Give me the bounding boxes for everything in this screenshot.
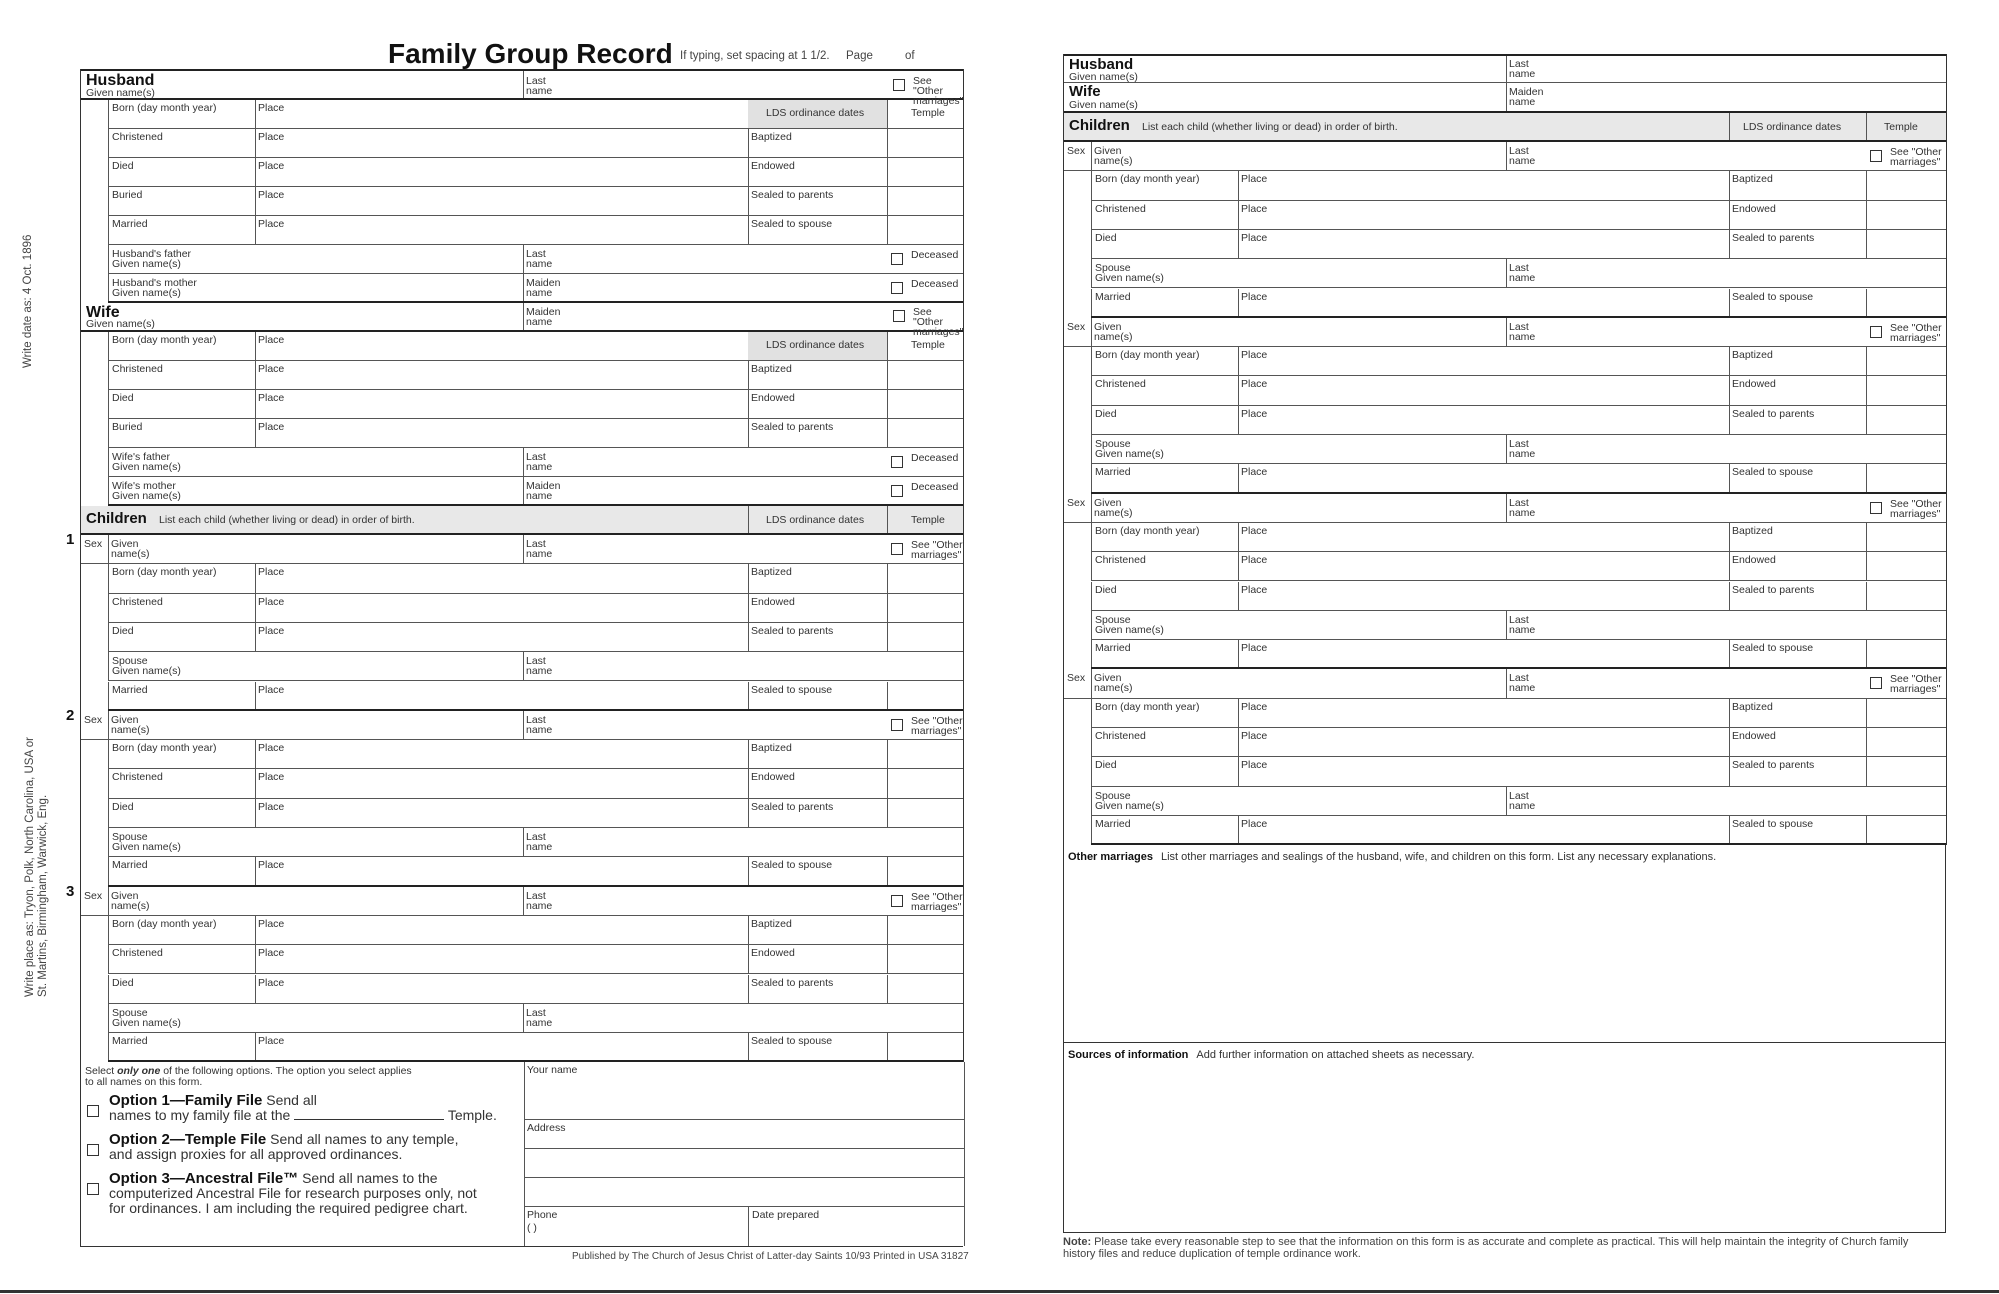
last-name-label: Maiden name: [526, 480, 561, 502]
last-name-label: Last name: [526, 248, 553, 270]
last-name-label: Last name: [526, 713, 553, 736]
date-format-note: Write date as: 4 Oct. 1896: [22, 234, 34, 368]
event-label: Christened: [1095, 730, 1146, 742]
deceased-label: Deceased: [911, 481, 959, 493]
ordinance-label: Baptized: [751, 742, 792, 755]
ordinance-label: Sealed to parents: [751, 976, 834, 989]
last-name-label: Last name: [526, 655, 553, 678]
spouse-label: Spouse Given name(s): [1095, 613, 1164, 636]
child-number: 2: [66, 706, 75, 724]
of-label: of: [905, 50, 915, 62]
see-other-marriages-label: See "Other marriages": [913, 306, 964, 338]
given-name-label: Given name(s): [1094, 496, 1133, 519]
event-label: Married: [1095, 817, 1131, 830]
see-other-marriages-label: See "Other marriages": [911, 539, 963, 561]
given-name-label: Given name(s): [111, 538, 150, 560]
place-label: Place: [1241, 642, 1268, 655]
lds-header-label: LDS ordinance dates: [766, 339, 865, 351]
other-marriages-text: List other marriages and sealings of the husband, wife, and children on this form. List any necessary explanations.: [1160, 851, 1717, 864]
temple-header-label: Temple: [911, 107, 945, 119]
event-label: Died: [1095, 231, 1117, 244]
options-intro: [85, 1066, 412, 1088]
lds-header-label: LDS ordinance dates: [766, 107, 865, 119]
event-label: Born (day month year): [1095, 349, 1200, 362]
given-name-label: Given name(s): [111, 713, 150, 736]
option-1-temple: Temple.: [444, 1107, 497, 1124]
date-prepared-field[interactable]: [749, 1207, 964, 1246]
temple-header-label: Temple: [911, 339, 945, 351]
deceased-label: Deceased: [911, 249, 959, 261]
given-name-label: Given name(s): [1094, 320, 1133, 343]
parent-label: Husband's mother Given name(s): [112, 277, 197, 299]
options-section: [80, 1062, 963, 1247]
event-label: Married: [112, 859, 148, 872]
phone-label: Phone: [527, 1209, 558, 1222]
spouse-label: Spouse Given name(s): [1095, 262, 1164, 285]
place-label: Place: [258, 1035, 285, 1048]
spouse-label: Spouse Given name(s): [1095, 789, 1164, 812]
ordinance-label: Baptized: [751, 566, 792, 579]
ordinance-label: Endowed: [751, 947, 795, 960]
ordinance-label: Baptized: [1732, 349, 1773, 362]
place-label: Place: [1241, 730, 1268, 742]
note-text: Please take every reasonable step to see that the information on this form is as accurate and complete as practical. This will help maintain the integrity of Church family history files and reduce duplication of temple ordinance work.: [1063, 1236, 1909, 1260]
see-other-marriages-label: See "Other marriages": [1890, 497, 1942, 520]
event-label: Died: [112, 392, 134, 404]
event-label: Born (day month year): [1095, 700, 1200, 713]
intro-a: Select: [85, 1065, 118, 1078]
event-label: Christened: [1095, 554, 1146, 567]
place-label: Place: [258, 131, 285, 143]
given-name-label: Given name(s): [1094, 672, 1133, 695]
spouse-label: Spouse Given name(s): [112, 831, 181, 853]
date-prepared-label: Date prepared: [752, 1209, 820, 1222]
maiden-name-label: Maiden name: [1509, 86, 1544, 108]
last-name-label: Last name: [526, 451, 553, 473]
ordinance-label: Sealed to spouse: [751, 1035, 833, 1048]
place-label: Place: [258, 742, 285, 755]
option-1-text: [109, 1093, 529, 1123]
spouse-label: Spouse Given name(s): [112, 655, 181, 678]
spouse-label: Spouse Given name(s): [1095, 438, 1164, 460]
published-by: Published by The Church of Jesus Christ of Latter-day Saints 10/93 Printed in USA 31827: [572, 1251, 969, 1262]
event-label: Died: [1095, 759, 1117, 772]
option-2-title: Option 2—Temple File: [109, 1131, 267, 1149]
children-header: Children: [86, 510, 147, 527]
place-label: Place: [1241, 290, 1268, 303]
ordinance-label: Endowed: [1732, 378, 1776, 391]
sources-box[interactable]: [1063, 1043, 1946, 1233]
husband-header: Husband: [1069, 56, 1134, 73]
place-label: Place: [258, 624, 285, 637]
place-format-note: Write place as: Tryon, Polk, North Carolina, USA or St. Martins, Birmingham, Warwick, Eng.: [24, 737, 49, 997]
place-label: Place: [258, 363, 285, 375]
place-label: Place: [1241, 524, 1268, 537]
see-other-marriages-label: See "Other marriages": [913, 75, 964, 107]
event-label: Born (day month year): [112, 334, 217, 346]
given-name-label: Given name(s): [1069, 71, 1138, 83]
event-label: Married: [112, 218, 148, 230]
given-name-label: Given name(s): [111, 889, 150, 912]
event-label: Christened: [112, 771, 163, 784]
intro-b: only one: [117, 1065, 161, 1078]
place-label: Place: [1241, 231, 1268, 244]
ordinance-label: Endowed: [751, 771, 795, 784]
ordinance-label: Sealed to spouse: [1732, 466, 1814, 479]
ordinance-label: Baptized: [1732, 524, 1773, 537]
place-label: Place: [258, 421, 285, 433]
left-table-frame: [80, 69, 964, 1062]
option-2-desc: Send all names to any temple, and assign proxies for all approved ordinances.: [109, 1131, 459, 1163]
ordinance-label: Sealed to spouse: [1732, 642, 1814, 655]
address-field[interactable]: [524, 1120, 964, 1149]
last-name-label: Last name: [1509, 613, 1536, 636]
last-name-label: Last name: [1509, 672, 1536, 695]
event-label: Christened: [112, 595, 163, 608]
option-3-desc: Send all names to the computerized Ancestral File for research purposes only, not for ordinances. I am including the required pedigree chart.: [109, 1170, 477, 1217]
place-label: Place: [258, 976, 285, 989]
place-label: Place: [1241, 466, 1268, 479]
lds-header-label: LDS ordinance dates: [766, 514, 865, 526]
ordinance-label: Sealed to spouse: [1732, 290, 1814, 303]
temple-blank[interactable]: [294, 1109, 444, 1120]
form-title: Family Group Record: [388, 38, 673, 69]
right-table-frame: [1063, 54, 1947, 845]
deceased-label: Deceased: [911, 452, 959, 464]
last-name-label: Last name: [1509, 438, 1536, 460]
children-header: Children: [1069, 117, 1130, 134]
see-other-marriages-label: See "Other marriages": [911, 890, 963, 913]
wife-header: Wife: [86, 304, 120, 321]
ordinance-label: Sealed to parents: [1732, 759, 1815, 772]
child-number: 1: [66, 531, 75, 548]
other-marriages-heading: [1068, 851, 1716, 863]
event-label: Died: [1095, 583, 1117, 596]
your-name-field[interactable]: [524, 1062, 964, 1120]
event-label: Died: [112, 800, 134, 813]
option-2-text: [109, 1132, 529, 1162]
left-page: [66, 69, 964, 1247]
ordinance-label: Endowed: [1732, 554, 1776, 567]
place-label: Place: [1241, 407, 1268, 420]
intro-c: of the following options. The option you select applies to all names on this form.: [85, 1065, 412, 1089]
footer-note: [1063, 1236, 1963, 1260]
given-name-label: Given name(s): [1094, 145, 1133, 167]
wife-header: Wife: [1069, 83, 1101, 100]
sex-label: Sex: [84, 889, 103, 902]
ordinance-label: Sealed to spouse: [751, 859, 833, 872]
place-label: Place: [258, 160, 285, 172]
place-label: Place: [258, 800, 285, 813]
ordinance-label: Sealed to parents: [1732, 407, 1815, 420]
last-name-label: Last name: [1509, 145, 1536, 167]
your-name-label: Your name: [527, 1064, 578, 1077]
last-name-label: Last name: [526, 538, 553, 560]
place-label: Place: [1241, 202, 1268, 215]
given-name-label: Given name(s): [1069, 99, 1138, 111]
place-label: Place: [1241, 700, 1268, 713]
place-label: Place: [258, 102, 285, 114]
ordinance-label: Sealed to spouse: [751, 683, 833, 696]
page-label: Page: [846, 50, 873, 62]
temple-header-label: Temple: [911, 514, 945, 526]
event-label: Died: [112, 624, 134, 637]
address-line-3[interactable]: [524, 1178, 964, 1207]
ordinance-label: Baptized: [1732, 173, 1773, 186]
option-1-checkbox[interactable]: [87, 1105, 99, 1117]
note-bold: Note:: [1063, 1236, 1092, 1248]
place-label: Place: [258, 917, 285, 930]
children-note: List each child (whether living or dead) in order of birth.: [159, 514, 415, 526]
sex-label: Sex: [1067, 672, 1086, 685]
typing-note: If typing, set spacing at 1 1/2.: [680, 50, 830, 62]
spouse-label: Spouse Given name(s): [112, 1006, 181, 1029]
event-label: Married: [1095, 290, 1131, 303]
given-name-label: Given name(s): [86, 87, 155, 99]
sex-label: Sex: [1067, 496, 1086, 509]
maiden-name-label: Maiden name: [526, 306, 561, 328]
event-label: Buried: [112, 189, 143, 201]
ordinance-label: Sealed to parents: [1732, 231, 1815, 244]
parent-label: Wife's father Given name(s): [112, 451, 181, 473]
ordinance-label: Endowed: [1732, 202, 1776, 215]
ordinance-label: Endowed: [751, 392, 795, 404]
option-2-checkbox[interactable]: [87, 1144, 99, 1156]
ordinance-label: Sealed to parents: [1732, 583, 1815, 596]
ordinance-label: Sealed to spouse: [1732, 817, 1814, 830]
place-label: Place: [258, 683, 285, 696]
event-label: Christened: [1095, 202, 1146, 215]
place-label: Place: [1241, 349, 1268, 362]
place-label: Place: [258, 859, 285, 872]
place-label: Place: [258, 189, 285, 201]
option-3-title: Option 3—Ancestral File™: [109, 1170, 299, 1188]
other-marriages-title: Other marriages: [1068, 851, 1153, 864]
options-right-edge: [964, 1062, 965, 1246]
last-name-label: Last name: [526, 889, 553, 912]
lds-header-label: LDS ordinance dates: [1743, 121, 1842, 133]
bottom-rule: [0, 1290, 1999, 1293]
event-label: Born (day month year): [112, 917, 217, 930]
ordinance-label: Endowed: [1732, 730, 1776, 742]
option-3-text: [109, 1171, 529, 1216]
event-label: Christened: [112, 363, 163, 375]
last-name-label: Last name: [1509, 789, 1536, 812]
ordinance-label: Sealed to parents: [751, 421, 834, 433]
sex-label: Sex: [1067, 320, 1086, 333]
event-label: Born (day month year): [112, 566, 217, 579]
ordinance-label: Baptized: [751, 917, 792, 930]
sources-text: Add further information on attached sheets as necessary.: [1196, 1049, 1475, 1062]
last-name-label: Last name: [526, 75, 553, 97]
sources-heading: [1068, 1049, 1474, 1061]
event-label: Christened: [112, 947, 163, 960]
option-1-desc: Send all names to my family file at the: [109, 1092, 317, 1124]
address-line-2[interactable]: [524, 1149, 964, 1178]
place-label: Place: [1241, 583, 1268, 596]
children-note: List each child (whether living or dead) in order of birth.: [1142, 121, 1398, 133]
event-label: Died: [112, 976, 134, 989]
event-label: Died: [1095, 407, 1117, 420]
parent-label: Husband's father Given name(s): [112, 248, 192, 270]
phone-paren: ( ): [527, 1222, 537, 1235]
event-label: Married: [112, 1035, 148, 1048]
place-label: Place: [1241, 554, 1268, 567]
event-label: Born (day month year): [112, 102, 217, 114]
event-label: Born (day month year): [112, 742, 217, 755]
see-other-marriages-label: See "Other marriages": [1890, 321, 1942, 344]
ordinance-label: Endowed: [751, 160, 795, 172]
place-label: Place: [258, 771, 285, 784]
place-label: Place: [258, 595, 285, 608]
event-label: Christened: [112, 131, 163, 143]
sources-title: Sources of information: [1068, 1049, 1189, 1062]
ordinance-label: Endowed: [751, 595, 795, 608]
ordinance-label: Sealed to parents: [751, 624, 834, 637]
temple-header-label: Temple: [1884, 121, 1918, 133]
place-label: Place: [1241, 759, 1268, 772]
see-other-marriages-label: See "Other marriages": [1890, 673, 1942, 696]
last-name-label: Maiden name: [526, 277, 561, 299]
last-name-label: Last name: [1509, 496, 1536, 519]
given-name-label: Given name(s): [86, 318, 155, 330]
event-label: Married: [112, 683, 148, 696]
child-number: 3: [66, 882, 75, 900]
parent-label: Wife's mother Given name(s): [112, 480, 181, 502]
ordinance-label: Sealed to parents: [751, 800, 834, 813]
event-label: Buried: [112, 421, 143, 433]
place-label: Place: [1241, 817, 1268, 830]
event-label: Died: [112, 160, 134, 172]
address-label: Address: [527, 1122, 566, 1135]
see-other-marriages-label: See "Other marriages": [1890, 146, 1942, 168]
husband-header: Husband: [86, 72, 155, 89]
place-label: Place: [258, 392, 285, 404]
option-3-checkbox[interactable]: [87, 1183, 99, 1195]
place-label: Place: [258, 566, 285, 579]
see-other-marriages-label: See "Other marriages": [911, 714, 963, 737]
last-name-label: Last name: [526, 1006, 553, 1029]
last-name-label: Last name: [1509, 262, 1536, 285]
sex-label: Sex: [84, 538, 103, 550]
phone-field[interactable]: [524, 1207, 749, 1246]
event-label: Married: [1095, 466, 1131, 479]
event-label: Christened: [1095, 378, 1146, 391]
place-label: Place: [258, 947, 285, 960]
last-name-label: Last name: [526, 831, 553, 853]
ordinance-label: Baptized: [751, 131, 792, 143]
last-name-label: Last name: [1509, 58, 1536, 80]
ordinance-label: Baptized: [1732, 700, 1773, 713]
right-page: [1063, 54, 1946, 1233]
event-label: Born (day month year): [1095, 524, 1200, 537]
other-marriages-box[interactable]: [1063, 845, 1946, 1043]
last-name-label: Last name: [1509, 320, 1536, 343]
option-1-title: Option 1—Family File: [109, 1092, 263, 1110]
place-label: Place: [258, 218, 285, 230]
deceased-label: Deceased: [911, 278, 959, 290]
place-label: Place: [1241, 378, 1268, 391]
sex-label: Sex: [84, 713, 103, 726]
place-label: Place: [258, 334, 285, 346]
ordinance-label: Baptized: [751, 363, 792, 375]
sex-label: Sex: [1067, 145, 1086, 157]
ordinance-label: Sealed to parents: [751, 189, 834, 201]
event-label: Born (day month year): [1095, 173, 1200, 186]
place-label: Place: [1241, 173, 1268, 186]
ordinance-label: Sealed to spouse: [751, 218, 833, 230]
event-label: Married: [1095, 642, 1131, 655]
